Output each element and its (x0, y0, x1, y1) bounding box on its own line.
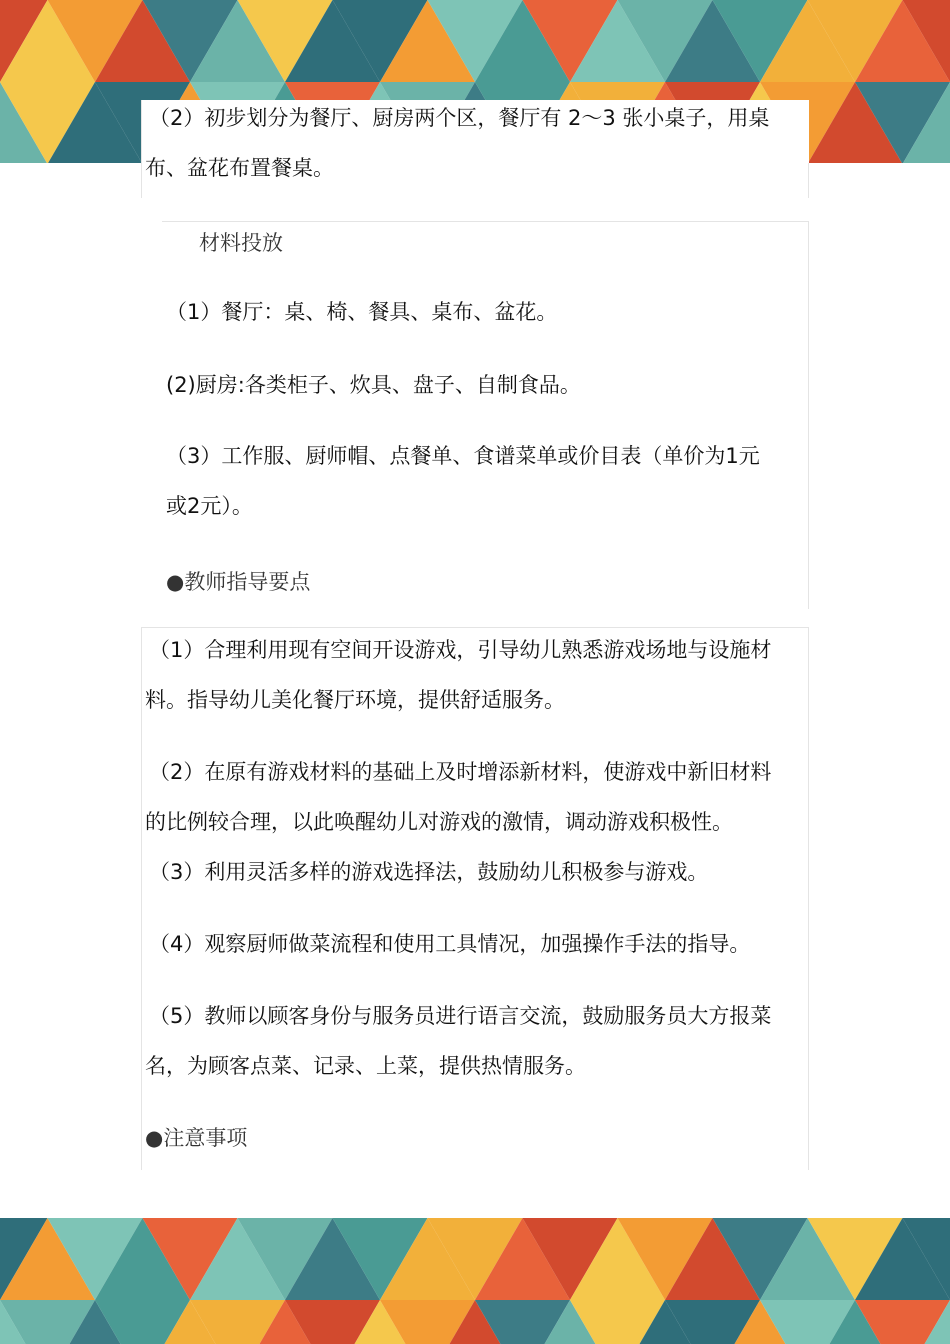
divider (808, 627, 809, 1170)
list-item: 料。指导幼儿美化餐厅环境，提供舒适服务。 (145, 688, 565, 712)
list-item: （2）在原有游戏材料的基础上及时增添新材料，使游戏中新旧材料 (149, 760, 772, 784)
divider (141, 627, 142, 1170)
section-heading: ●教师指导要点 (166, 570, 311, 594)
divider (141, 627, 809, 628)
list-item: （1）合理利用现有空间开设游戏，引导幼儿熟悉游戏场地与设施材 (149, 638, 772, 662)
divider (808, 221, 809, 609)
divider (141, 100, 142, 198)
bottom-decorative-banner (0, 1218, 950, 1344)
section-heading: 材料投放 (199, 231, 283, 255)
list-item: （3）工作服、厨师帽、点餐单、食谱菜单或价目表（单价为1元 (166, 444, 760, 468)
list-item: 名，为顾客点菜、记录、上菜，提供热情服务。 (145, 1054, 586, 1078)
list-item: (2)厨房:各类柜子、炊具、盘子、自制食品。 (166, 373, 581, 397)
paragraph-line: 布、盆花布置餐桌。 (145, 156, 334, 180)
list-item: （5）教师以顾客身份与服务员进行语言交流，鼓励服务员大方报菜 (149, 1004, 772, 1028)
triangle-pattern (0, 1218, 950, 1344)
list-item: （1）餐厅：桌、椅、餐具、桌布、盆花。 (166, 300, 558, 324)
divider (162, 221, 809, 222)
paragraph-line: （2）初步划分为餐厅、厨房两个区，餐厅有 2～3 张小桌子，用桌 (149, 106, 770, 130)
list-item: （3）利用灵活多样的游戏选择法，鼓励幼儿积极参与游戏。 (149, 860, 709, 884)
list-item: 或2元）。 (166, 494, 253, 518)
divider (808, 163, 809, 198)
section-heading: ●注意事项 (145, 1126, 248, 1150)
list-item: （4）观察厨师做菜流程和使用工具情况，加强操作手法的指导。 (149, 932, 751, 956)
list-item: 的比例较合理，以此唤醒幼儿对游戏的激情，调动游戏积极性。 (145, 810, 733, 834)
